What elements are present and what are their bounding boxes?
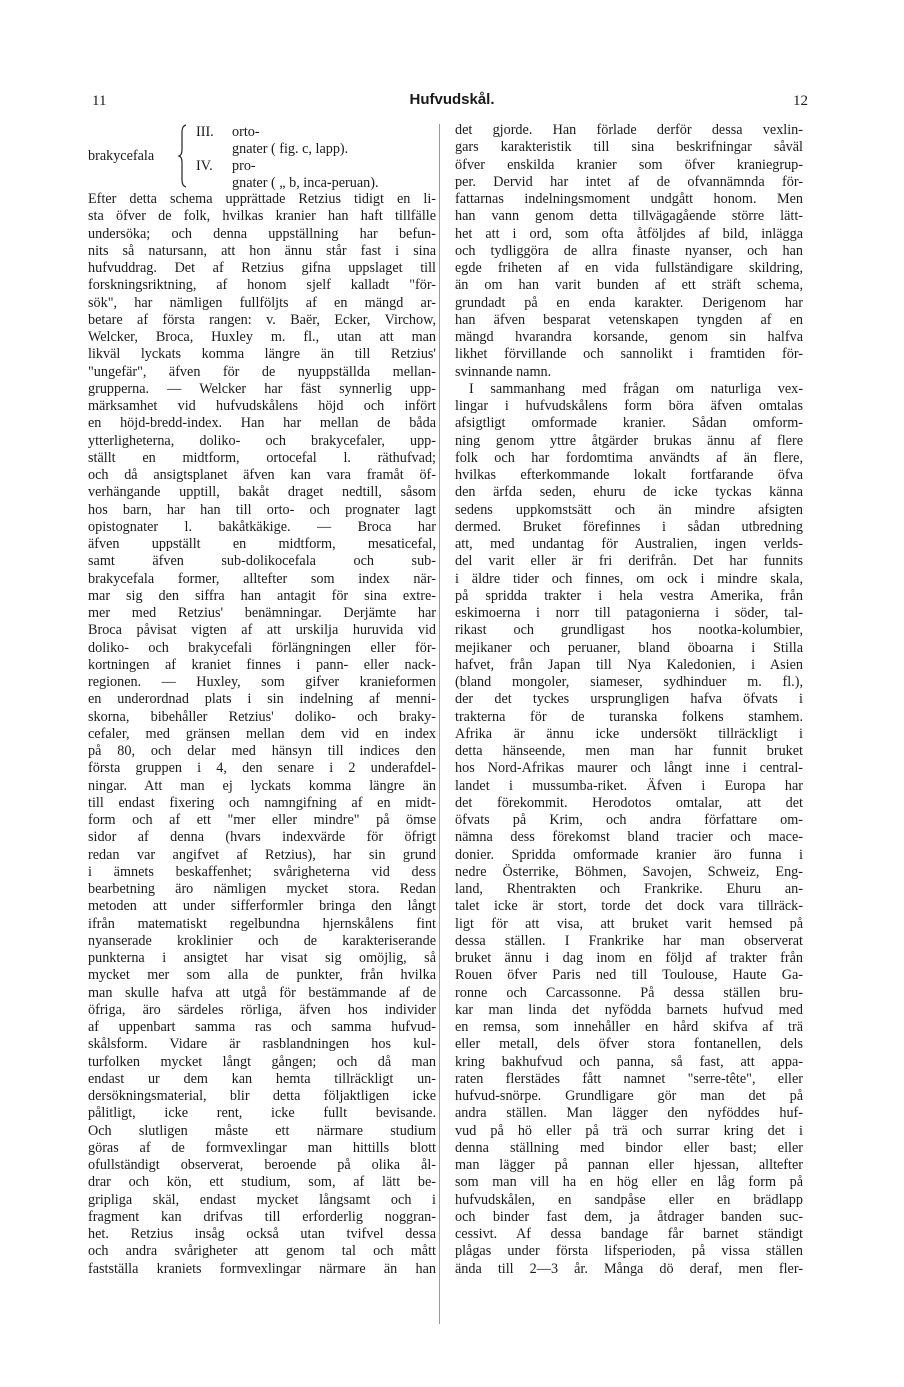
text-line: lingar i hufvudskålens form böra äfven omtalas: [455, 398, 803, 414]
text-line: och andra svårigheter att genom tal och mått: [88, 1243, 436, 1260]
text-line: Afrika är ännu icke undersökt tillräckligt i: [455, 725, 803, 742]
text-line: sta öfver de folk, hvilkas kranier han haft tillfälle: [88, 208, 436, 225]
text-line: ända till 2—3 år. Många dö deraf, men fler-: [455, 1260, 803, 1277]
text-line: kar man linda det nyfödda barnets hufvud med: [455, 1001, 803, 1018]
text-line: drar och kön, ett studium, som, af lätt be-: [88, 1174, 436, 1191]
text-line: likhet förvillande och sannolikt i framtiden för-: [455, 346, 803, 363]
text-line: betare af första rangen: v. Baër, Ecker, Virchow,: [88, 311, 436, 328]
text-line: kortningen af kraniet finnes i pann- eller nack-: [88, 656, 436, 673]
text-line: plågas under första lifsperioden, på vissa ställen: [455, 1243, 803, 1260]
text-line: bruket ännu i dag inom en följd af trakter från: [455, 950, 803, 966]
text-line: göras af de formvexlingar man hittills blott: [88, 1139, 436, 1156]
text-line: det förekommit. Herodotos omtalar, att det: [455, 794, 803, 811]
text-line: het att i ord, som ofta åtföljdes af bild, inlägga: [455, 225, 803, 242]
text-line: och binder fast dem, ja åtdrager banden suc-: [455, 1208, 803, 1225]
text-line: gars karakteristik till sina beskrifningar såväl: [455, 139, 803, 156]
text-line: öfver enskilda kranier som öfver kraniegrup-: [455, 156, 803, 173]
text-line: att, med undantag för Australien, ingen verlds-: [455, 536, 803, 552]
right-column-body: [455, 122, 803, 1278]
text-line: nämna dess förekomst bland tracier och mace-: [455, 829, 803, 846]
text-line: redan var angifvet af Retzius), har sin grund: [88, 846, 436, 863]
text-line: ningar. Att man ej lyckats komma längre än: [88, 777, 436, 794]
text-line: brakycefala former, alltefter som index när-: [88, 570, 436, 587]
text-line: talet icke är stort, torde det dock vara tillräck-: [455, 898, 803, 915]
text-line: ytterligheterna, doliko- och brakycefaler, upp-: [88, 432, 436, 449]
text-line: trakterna för de turanska folkens stamhem.: [455, 708, 803, 725]
text-line: cessivt. Af dessa bandage får barnet ständigt: [455, 1226, 803, 1242]
right-page-number: 12: [793, 93, 808, 109]
text-line: i äldre tider och finnes, om ock i mindre skala,: [455, 570, 803, 587]
text-line: första gruppen i 4, den senare i 2 underafdel-: [88, 760, 436, 777]
text-line: der det tyckes ursprungligen hafva öfvats i: [455, 691, 803, 708]
text-line: egde friheten af en vida fullständigare skildring,: [455, 260, 803, 276]
text-line: metoden att under sifferformler bringa den långt: [88, 898, 436, 915]
text-line: hos Nord-Afrikas maurer och långt inne i central-: [455, 760, 803, 777]
text-line: grundadt på en enda karakter. Derigenom har: [455, 294, 803, 311]
text-line: öfvats på Krim, och andra författare om-: [455, 812, 803, 828]
text-line: detta hänseende, men man har funnit bruket: [455, 743, 803, 759]
text-line: som man vill ha en hög eller en låg form på: [455, 1174, 803, 1191]
text-line: raten flerstädes fått namnet "serre-tête", eller: [455, 1070, 803, 1087]
text-line: en höjd-bredd-index. Han har mellan de båda: [88, 415, 436, 432]
text-line: till endast fixering och namngifning af en midt-: [88, 794, 436, 811]
text-line: ronne och Carcassonne. På dessa ställen bru-: [455, 984, 803, 1001]
text-line: Efter detta schema upprättade Retzius tidigt en li-: [88, 191, 436, 207]
left-page-number: 11: [92, 93, 107, 109]
text-line: rikast och grundligast hos nootka-kolumbier,: [455, 622, 803, 639]
running-title: Hufvudskål.: [409, 91, 495, 108]
text-line: sök", har nämligen fullföljts af en mängd ar-: [88, 294, 436, 311]
text-line: bearbetning äro nämligen mycket stora. Redan: [88, 881, 436, 897]
text-line: (bland mongoler, siameser, sydhinduer m. fl.),: [455, 674, 803, 690]
text-line: på spridda trakter i hela vestra Amerika, från: [455, 587, 803, 604]
text-line: form och af ett "mer eller mindre" på ömse: [88, 812, 436, 828]
classification-scheme: [88, 122, 436, 191]
text-line: märksamhet vid hufvudskålens höjd och infört: [88, 398, 436, 414]
text-line: en remsa, som innehåller en hård skifva af trä: [455, 1019, 803, 1035]
text-line: hos barn, har han till orto- och prognater lagt: [88, 501, 436, 518]
text-line: skorna, bibehåller Retzius' doliko- och braky-: [88, 708, 436, 725]
text-line: ning genom yttre åtgärder brukas ännu af flere: [455, 432, 803, 449]
text-line: eller metall, dels öfver stora fontanellen, dels: [455, 1036, 803, 1053]
text-line: Welcker, Broca, Huxley m. fl., utan att man: [88, 329, 436, 345]
text-line: den ärfda seden, ehuru de icke tyckas känna: [455, 484, 803, 501]
text-line: kring bakhufvud och panna, så fast, att appa-: [455, 1053, 803, 1070]
text-line: och tydliggöra de allra finaste nyanser, och han: [455, 242, 803, 259]
text-line: hafvet, från Japan till Nya Kaledonien, i Asien: [455, 656, 803, 673]
column-divider: [439, 124, 440, 1324]
text-line: folk och har fordomtima användts af än flere,: [455, 449, 803, 466]
text-line: hvilkas efterkommande lokalt fortfarande öfva: [455, 467, 803, 483]
text-line: ifrån matematiskt regelbundna hjernskålens fint: [88, 915, 436, 932]
text-line: mar sig den siffra han antagit för sina extre-: [88, 587, 436, 604]
text-line: vud på hö eller på trä och surrar kring det i: [455, 1122, 803, 1139]
scheme-row1-word-b: gnater ( fig. c, lapp).: [232, 141, 349, 157]
text-line: skålsform. Vidare är rasblandningen hos kul-: [88, 1036, 436, 1053]
scheme-row1-word-a: orto-: [232, 124, 260, 140]
text-line: donier. Spridda omformade kranier äro funna i: [455, 846, 803, 863]
text-line: opistognater l. bakåtkäkige. — Broca har: [88, 518, 436, 535]
text-line: mängd hvarandra korsande, genom sin halfva: [455, 329, 803, 345]
text-line: turfolken mycket långt gången; och då man: [88, 1053, 436, 1070]
text-line: nits så natursann, att hon ännu står fast i sina: [88, 242, 436, 259]
text-line: grupperna. — Welcker har fäst synnerlig upp-: [88, 380, 436, 397]
text-line: dersökningsmaterial, blir detta följaktligen icke: [88, 1088, 436, 1104]
text-line: ligt för att visa, att bruket varit hemsed på: [455, 915, 803, 932]
text-line: het. Retzius insåg också utan tvifvel dessa: [88, 1226, 436, 1242]
text-line: per. Dervid har intet af de ofvannämnda för-: [455, 173, 803, 190]
text-line: punkterna i ansigtet har visat sig omöjlig, så: [88, 950, 436, 966]
text-line: svinnande namn.: [455, 363, 552, 380]
text-line: en underordnad plats i sin indelning af menni-: [88, 691, 436, 708]
text-line: mycket mer som alla de punkter, från hvilka: [88, 967, 436, 984]
text-line: öfriga, äro särdeles rörliga, äfven hos individer: [88, 1001, 436, 1018]
text-line: Broca påvisat vigten af att urskilja huruvida vid: [88, 622, 436, 639]
left-text-column: [88, 122, 436, 1278]
text-line: nedre Österrike, Böhmen, Savojen, Schweiz, Eng-: [455, 863, 803, 880]
text-line: gripliga skäl, endast mycket långsamt och i: [88, 1191, 436, 1208]
text-line: nyanserade kroklinier och de karakteriserande: [88, 932, 436, 949]
text-line: hufvud-snörpe. Grundligare gör man det på: [455, 1088, 803, 1104]
text-line: afsigtligt omformade kranier. Sådan omform-: [455, 415, 803, 432]
text-line: regionen. — Huxley, som gifver kranieformen: [88, 674, 436, 690]
text-line: forskningsriktning, af honom sjelf kalladt "för-: [88, 277, 436, 294]
text-line: andra ställen. Man lägger den nyföddes huf-: [455, 1105, 803, 1122]
text-line: doliko- och brakycefali förlängningen eller för-: [88, 639, 436, 656]
text-line: han vann genom detta tillvägagående större lätt-: [455, 208, 803, 225]
text-line: I sammanhang med frågan om naturliga vex-: [469, 380, 803, 397]
text-line: sidor af denna (hvars indexvärde för öfrigt: [88, 829, 436, 846]
text-line: fragment kan drifvas till erforderlig noggran-: [88, 1208, 436, 1225]
curly-brace-icon: [178, 124, 188, 188]
text-line: endast ur dem kan hemta tillräckligt un-: [88, 1070, 436, 1087]
text-line: på 80, och delar med hänsyn till indices den: [88, 743, 436, 759]
text-line: land, Rhentrakten och Frankrike. Ehuru an-: [455, 881, 803, 897]
scheme-group-label: brakycefala: [88, 148, 155, 164]
scheme-row2-word-b: gnater ( „ b, inca-peruan).: [232, 175, 379, 191]
text-line: undersöka; och denna uppställning har befun-: [88, 225, 436, 242]
text-line: denna ställning med bindor eller bast; eller: [455, 1139, 803, 1156]
text-line: ofullständigt observerat, beroende på olika ål-: [88, 1157, 436, 1173]
scheme-row1-numeral: III.: [196, 124, 214, 140]
text-line: hufvuddrag. Det af Retzius gifna uppslaget till: [88, 260, 436, 276]
text-line: dermed. Bruket förefinnes i sådan utbredning: [455, 518, 803, 535]
text-line: pålitligt, icke rent, icke fullt bevisande.: [88, 1105, 436, 1122]
text-line: mer med Retzius' benämningar. Derjämte har: [88, 605, 436, 621]
text-line: och då ansigtsplanet äfven kan vara framåt öf-: [88, 467, 436, 483]
text-line: dessa ställen. I Frankrike har man observerat: [455, 932, 803, 949]
text-line: Och slutligen måste ett närmare studium: [88, 1122, 436, 1139]
text-line: i ämnets beskaffenhet; svårigheterna vid dess: [88, 863, 436, 880]
text-line: landet i mussumba-riket. Äfven i Europa har: [455, 777, 803, 794]
right-text-column: [455, 122, 803, 1278]
text-line: samt äfven sub-dolikocefala och sub-: [88, 553, 436, 570]
text-line: hufvudskålen, en sandpåse eller en brädlapp: [455, 1191, 803, 1208]
text-line: fattarnas indelningsmoment undgått honom. Men: [455, 191, 803, 207]
text-line: verhängande upptill, bakåt draget nedtill, såsom: [88, 484, 436, 501]
text-line: mejikaner och peruaner, bland öboarna i Stilla: [455, 639, 803, 656]
text-line: han äfven besparat vetenskapen tyngden af en: [455, 311, 803, 328]
text-line: cefaler, med gränsen mellan dem vid en index: [88, 725, 436, 742]
text-line: likväl lyckats komma längre än till Retzius': [88, 346, 436, 363]
text-line: man lägger på pannan eller hjessan, alltefter: [455, 1157, 803, 1173]
text-line: sedens uppkomstsätt och än mindre afsigten: [455, 501, 803, 518]
left-column-body: [88, 191, 436, 1278]
text-line: ställt en midtform, ortocefal l. räthufvad;: [88, 449, 436, 466]
text-line: än om han varit bunden af ett sträft schema,: [455, 277, 803, 294]
text-line: del varit eller är fri derifrån. Det har funnits: [455, 553, 803, 570]
text-line: man skulle hafva att utgå för bestämmande af de: [88, 984, 436, 1001]
text-line: äfven uppställt en midtform, mesaticefal,: [88, 536, 436, 552]
scheme-row2-word-a: pro-: [232, 158, 256, 174]
text-line: af uppenbart samma ras och samma hufvud-: [88, 1019, 436, 1035]
text-line: det gjorde. Han förlade derför dessa vexlin-: [455, 122, 803, 138]
text-line: eskimoerna i norr till patagonierna i söder, tal-: [455, 605, 803, 621]
scheme-row2-numeral: IV.: [196, 158, 213, 174]
text-line: fastställa kraniets formvexlingar närmare än han: [88, 1260, 436, 1277]
text-line: "ungefär", äfven för de nyuppställda mellan-: [88, 363, 436, 380]
text-line: Rouen öfver Paris ned till Toulouse, Haute Ga-: [455, 967, 803, 984]
